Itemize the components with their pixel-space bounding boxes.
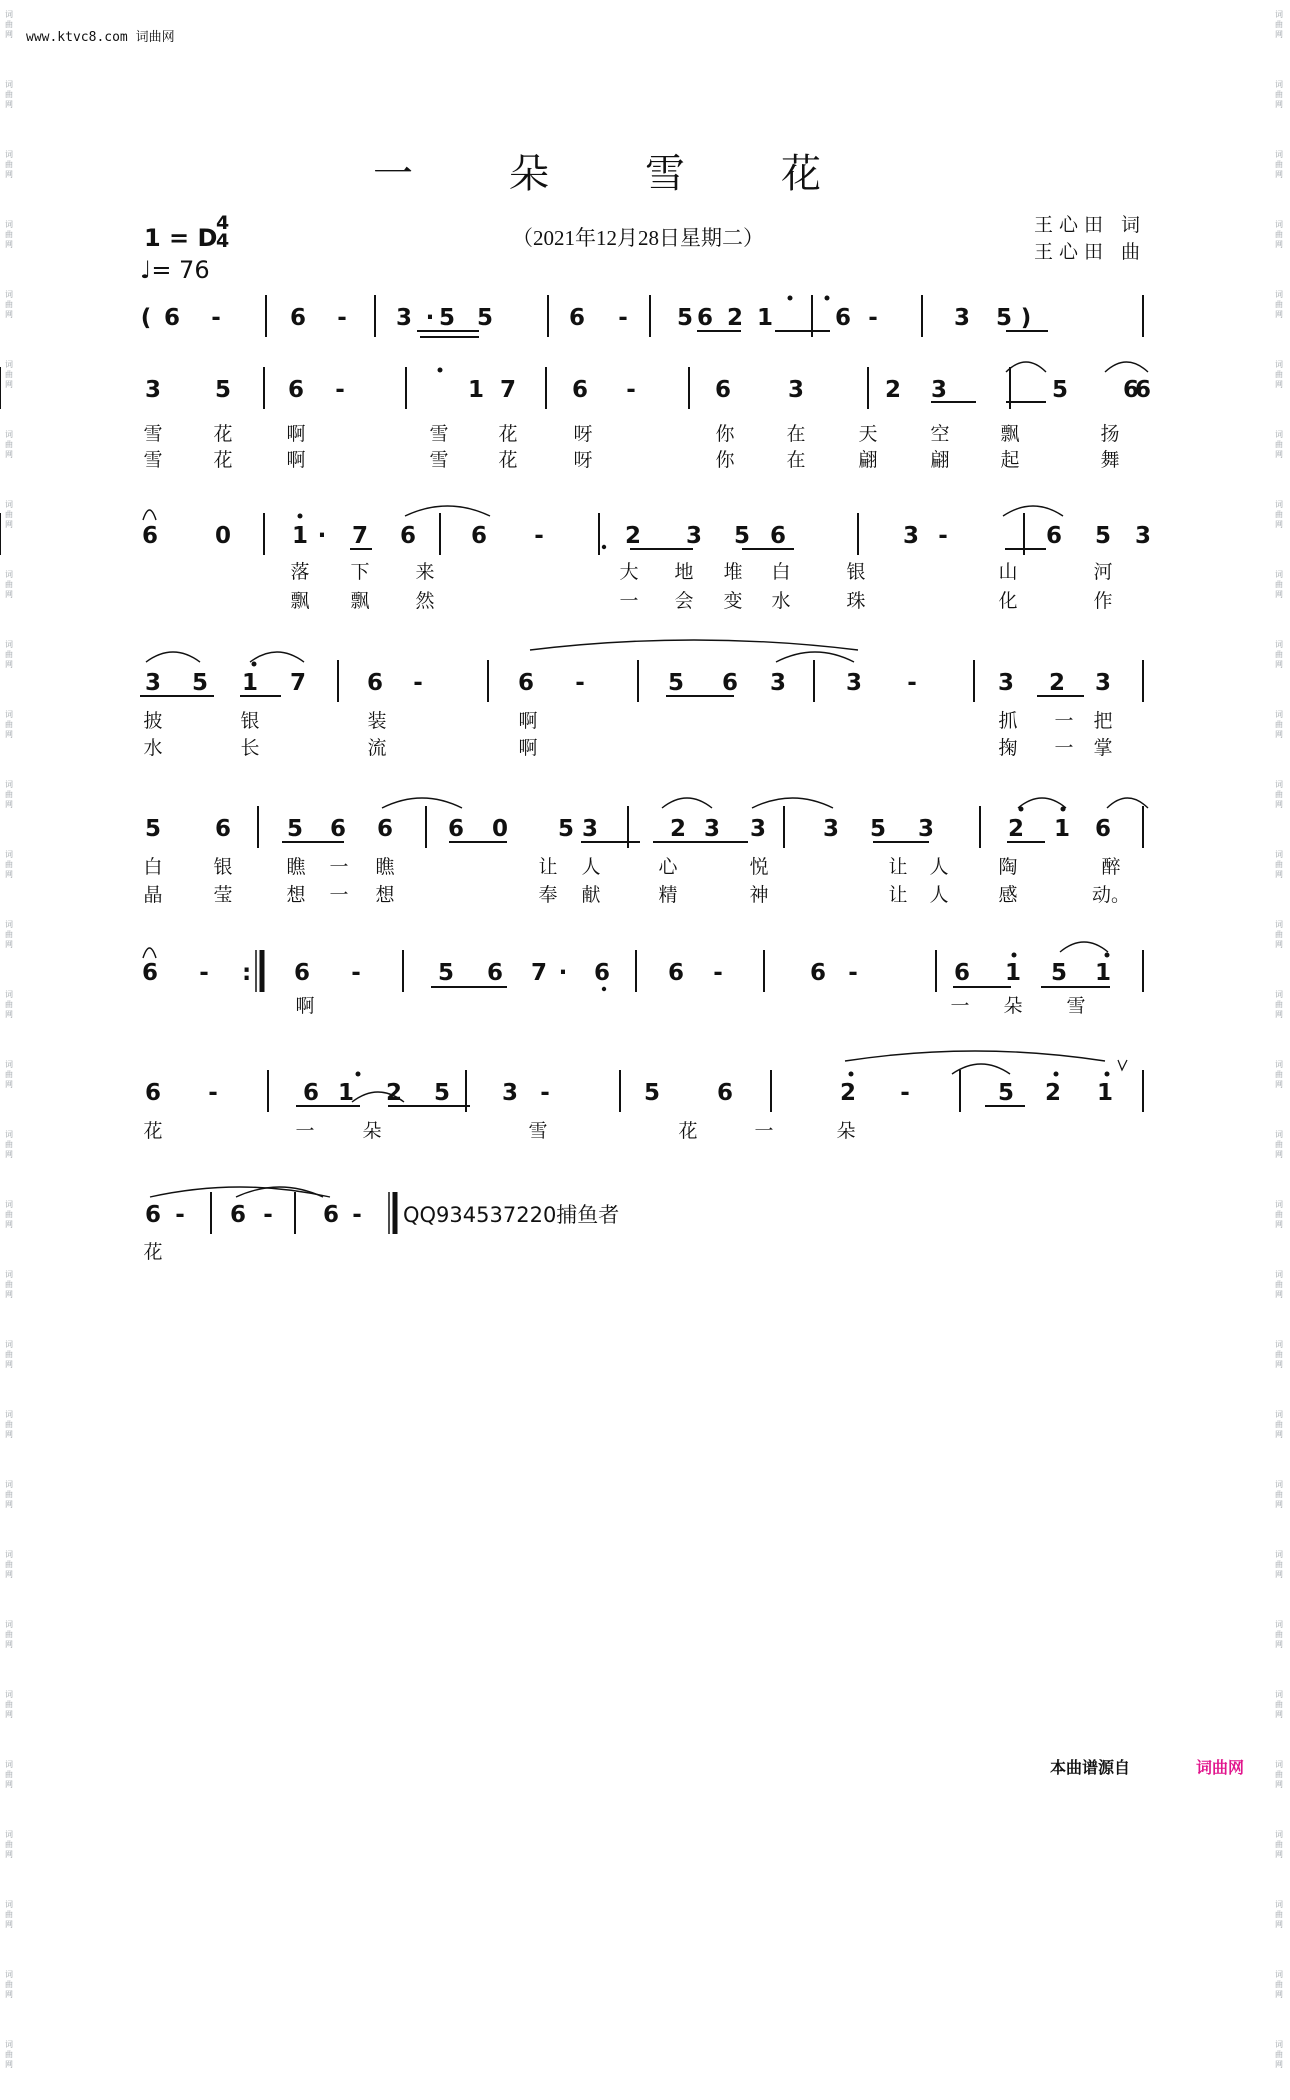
note: 6 [769, 523, 787, 549]
note: · [425, 305, 435, 331]
note: 5 [676, 305, 694, 331]
lyric-verse-1: 堆 [723, 561, 743, 583]
lyric-verse-1: 悦 [749, 856, 769, 878]
lyric-verse-1: 让 [538, 856, 558, 878]
note: 3 [749, 816, 767, 842]
lyric-verse-1: 一 [295, 1120, 315, 1142]
lyric-verse-2: 想 [286, 884, 306, 906]
note: 1 [1096, 1080, 1114, 1106]
note: 3 [395, 305, 413, 331]
note: 2 [839, 1080, 857, 1106]
note: - [618, 305, 628, 331]
note: - [413, 670, 423, 696]
lyric-verse-2: 啊 [518, 737, 538, 759]
lyric-verse-1: 花 [143, 1120, 163, 1142]
site-url: www.ktvc8.com 词曲网 [26, 30, 175, 45]
lyric-verse-1: 雪 [143, 423, 163, 445]
lyric-verse-1: 扬 [1100, 423, 1120, 445]
note: 3 [769, 670, 787, 696]
slur [1006, 362, 1046, 372]
note: 3 [902, 523, 920, 549]
lyric-verse-2: 让 [888, 884, 908, 906]
note: 5 [1050, 960, 1068, 986]
lyric-verse-2: 献 [581, 884, 601, 906]
lyric-verse-1: 飘 [1000, 423, 1020, 445]
lyric-verse-1: 在 [786, 423, 806, 445]
footer-source-label: 本曲谱源自 [1050, 1758, 1131, 1777]
lyric-verse-1: 一 [329, 856, 349, 878]
note: 0 [214, 523, 232, 549]
note: 2 [726, 305, 744, 331]
note: 6 [1094, 816, 1112, 842]
right-watermark-strip: 词 曲 网 词 曲 网 词 曲 网 词 曲 网 词 曲 网 词 曲 网 词 曲 网 词 曲 网 词 曲 网 词 曲 网 词 曲 网 词 曲 网 词 曲 网 词 曲 网 词 曲 网 词 曲 网 词 曲 网 词 曲 网 词 曲 网 词 曲 网 词 曲 网 词 曲 网 词 曲 网 词 曲 网 词 曲 网 词 曲 网 词 曲 网 词 曲 网 词 曲 网 词 曲 网 [1275, 10, 1283, 2069]
note: 6 [714, 377, 732, 403]
lyric-verse-1: 心 [658, 856, 678, 878]
lyric-verse-1: 披 [143, 710, 163, 732]
lyric-verse-1: 啊 [295, 995, 315, 1017]
lyric-verse-1: 你 [715, 423, 735, 445]
lyric-verse-1: 装 [367, 710, 387, 732]
lyric-verse-1: 一 [950, 995, 970, 1017]
tempo-marking: ♩= 76 [140, 256, 210, 284]
lyric-verse-2: 雪 [143, 449, 163, 471]
slur [1107, 798, 1148, 808]
slur [143, 948, 156, 958]
note: 2 [1048, 670, 1066, 696]
note: - [868, 305, 878, 331]
note: 5 [557, 816, 575, 842]
octave-dot [825, 296, 830, 301]
note: 6 [366, 670, 384, 696]
note: 6 [716, 1080, 734, 1106]
octave-dot [1105, 953, 1110, 958]
octave-dot-low [602, 545, 606, 549]
note: - [575, 670, 585, 696]
lyric-verse-2: 珠 [846, 590, 866, 612]
lyric-verse-2: 一 [619, 590, 639, 612]
note: - [352, 1202, 362, 1228]
note: 3 [144, 670, 162, 696]
note: 3 [787, 377, 805, 403]
lyric-verse-1: 落 [290, 561, 310, 583]
lyric-verse-2: 精 [658, 884, 678, 906]
note: - [713, 960, 723, 986]
lyric-verse-2: 在 [786, 449, 806, 471]
note: - [540, 1080, 550, 1106]
lyric-verse-1: 花 [143, 1241, 163, 1263]
note: 3 [144, 377, 162, 403]
lyric-verse-1: 空 [930, 423, 950, 445]
lyric-verse-2: 翩 [858, 449, 878, 471]
note: · [317, 523, 327, 549]
note: 5 [191, 670, 209, 696]
note: 5 [437, 960, 455, 986]
lyric-verse-1: 银 [846, 561, 866, 583]
note: - [848, 960, 858, 986]
note: 2 [1044, 1080, 1062, 1106]
note: 5 [733, 523, 751, 549]
octave-dot [438, 368, 443, 373]
lyric-verse-2: 作 [1093, 590, 1113, 612]
note: - [211, 305, 221, 331]
note: 5 [869, 816, 887, 842]
note: 6 [1122, 377, 1140, 403]
lyric-verse-2: 晶 [143, 884, 163, 906]
note: - [907, 670, 917, 696]
note: · [558, 960, 568, 986]
lyric-verse-1: 大 [619, 561, 639, 583]
note: 5 [643, 1080, 661, 1106]
lyric-verse-1: 把 [1093, 710, 1113, 732]
lyric-verse-2: 人 [929, 884, 949, 906]
note: 6 [721, 670, 739, 696]
lyric-verse-2: 你 [715, 449, 735, 471]
note: 6 [141, 960, 159, 986]
octave-dot [1105, 1072, 1110, 1077]
note: - [199, 960, 209, 986]
lyric-verse-2: 一 [329, 884, 349, 906]
note: 2 [1007, 816, 1025, 842]
note: 2 [669, 816, 687, 842]
note: 3 [685, 523, 703, 549]
lyric-verse-1: 下 [350, 561, 370, 583]
note: 5 [286, 816, 304, 842]
note: 5 [997, 1080, 1015, 1106]
lyric-verse-1: 天 [858, 423, 878, 445]
note: 6 [447, 816, 465, 842]
lyric-verse-2: 变 [723, 590, 743, 612]
lyric-verse-2: 翩 [930, 449, 950, 471]
song-title: 一朵雪花 [373, 151, 917, 197]
left-watermark-strip: 词 曲 网 词 曲 网 词 曲 网 词 曲 网 词 曲 网 词 曲 网 词 曲 网 词 曲 网 词 曲 网 词 曲 网 词 曲 网 词 曲 网 词 曲 网 词 曲 网 词 曲 网 词 曲 网 词 曲 网 词 曲 网 词 曲 网 词 曲 网 词 曲 网 词 曲 网 词 曲 网 词 曲 网 词 曲 网 词 曲 网 词 曲 网 词 曲 网 词 曲 网 词 曲 网 [5, 10, 13, 2069]
lyric-verse-2: 飘 [350, 590, 370, 612]
note: 6 [289, 305, 307, 331]
note: 1 [291, 523, 309, 549]
breath-mark [1118, 1060, 1127, 1070]
slur [530, 640, 858, 650]
lyric-verse-2: 长 [240, 737, 260, 759]
note: 1 [1094, 960, 1112, 986]
note: 6 [486, 960, 504, 986]
lyric-verse-1: 一 [1054, 710, 1074, 732]
slur [662, 798, 712, 808]
lyric-verse-1: 啊 [286, 423, 306, 445]
note: 5 [214, 377, 232, 403]
lyric-verse-1: 朵 [1003, 995, 1023, 1017]
note: - [263, 1202, 273, 1228]
lyric-verse-2: 一 [1054, 737, 1074, 759]
note: 6 [293, 960, 311, 986]
note: ( [140, 305, 152, 331]
lyric-verse-2: 神 [749, 884, 769, 906]
lyric-verse-2: 呀 [573, 449, 593, 471]
note: - [534, 523, 544, 549]
note: 7 [289, 670, 307, 696]
note: 2 [385, 1080, 403, 1106]
octave-dot [252, 662, 257, 667]
lyric-verse-2: 掌 [1093, 737, 1113, 759]
lyric-verse-2: 感 [998, 884, 1018, 906]
octave-dot [849, 1072, 854, 1077]
lyric-verse-1: 人 [929, 856, 949, 878]
note: 5 [1094, 523, 1112, 549]
note: 1 [467, 377, 485, 403]
note: 6 [287, 377, 305, 403]
slur [845, 1051, 1105, 1061]
lyric-verse-1: 银 [240, 710, 260, 732]
lyric-verse-2: 动。 [1091, 884, 1131, 906]
note: 1 [337, 1080, 355, 1106]
note: 3 [501, 1080, 519, 1106]
note: 3 [997, 670, 1015, 696]
note: 1 [1053, 816, 1071, 842]
lyric-verse-1: 让 [888, 856, 908, 878]
note: 5 [144, 816, 162, 842]
note: - [351, 960, 361, 986]
lyric-verse-1: 雪 [1066, 995, 1086, 1017]
lyric-verse-1: 呀 [573, 423, 593, 445]
note: 7 [351, 523, 369, 549]
lyric-verse-1: 白 [771, 561, 791, 583]
note: 6 [1045, 523, 1063, 549]
note: 6 [667, 960, 685, 986]
composer-credit: 王心田 曲 [1033, 241, 1146, 263]
time-sig-bottom: 4 [216, 230, 230, 252]
note: 3 [953, 305, 971, 331]
note: - [335, 377, 345, 403]
note: 6 [696, 305, 714, 331]
lyric-verse-1: 来 [415, 561, 435, 583]
lyric-verse-1: 山 [998, 561, 1018, 583]
note: 1 [756, 305, 774, 331]
note: 6 [214, 816, 232, 842]
note: 6 [571, 377, 589, 403]
note: 1 [1004, 960, 1022, 986]
note: ) [1020, 305, 1032, 331]
note: 3 [581, 816, 599, 842]
note: 2 [884, 377, 902, 403]
octave-dot [1054, 1072, 1059, 1077]
lyric-verse-1: 醉 [1101, 856, 1121, 878]
lyric-verse-2: 会 [674, 590, 694, 612]
lyric-verse-2: 飘 [290, 590, 310, 612]
note: - [938, 523, 948, 549]
slur [405, 506, 490, 516]
lyric-verse-1: 人 [581, 856, 601, 878]
note: 6 [1134, 377, 1152, 403]
note: 0 [491, 816, 509, 842]
note: 6 [141, 523, 159, 549]
lyric-verse-1: 瞧 [375, 856, 395, 878]
note: 6 [568, 305, 586, 331]
footer-site-name: 词曲网 [1196, 1758, 1245, 1777]
lyric-verse-1: 银 [213, 856, 233, 878]
lyric-verse-1: 白 [143, 856, 163, 878]
lyric-verse-2: 掬 [998, 737, 1018, 759]
note: 3 [917, 816, 935, 842]
note: 2 [624, 523, 642, 549]
note: 5 [438, 305, 456, 331]
note: 5 [1051, 377, 1069, 403]
octave-dot [356, 1072, 361, 1077]
slur [752, 798, 833, 808]
time-sig-top: 4 [216, 212, 230, 234]
note: 6 [144, 1080, 162, 1106]
note: 6 [329, 816, 347, 842]
lyric-verse-2: 舞 [1100, 449, 1120, 471]
note: 6 [809, 960, 827, 986]
lyric-verse-1: 花 [498, 423, 518, 445]
note: 6 [399, 523, 417, 549]
lyric-verse-2: 雪 [429, 449, 449, 471]
lyric-verse-1: 朵 [836, 1120, 856, 1142]
note: 6 [834, 305, 852, 331]
lyric-verse-1: 雪 [528, 1120, 548, 1142]
note: 6 [163, 305, 181, 331]
note: - [626, 377, 636, 403]
note: 6 [302, 1080, 320, 1106]
note: 3 [703, 816, 721, 842]
note: 6 [953, 960, 971, 986]
lyric-verse-2: 花 [213, 449, 233, 471]
slur [143, 510, 156, 520]
lyric-verse-2: 水 [771, 590, 791, 612]
lyric-verse-1: 一 [754, 1120, 774, 1142]
lyric-verse-1: 雪 [429, 423, 449, 445]
lyric-verse-2: 起 [1000, 449, 1020, 471]
note: 5 [433, 1080, 451, 1106]
repeat-dots: : [242, 960, 252, 986]
note: 6 [144, 1202, 162, 1228]
note: 6 [593, 960, 611, 986]
lyric-verse-1: 陶 [998, 856, 1018, 878]
note: 1 [241, 670, 259, 696]
slur [1018, 798, 1066, 808]
lyric-verse-2: 流 [367, 737, 387, 759]
slur [250, 652, 304, 662]
note: 6 [517, 670, 535, 696]
song-date: （2021年12月28日星期二） [512, 226, 764, 250]
lyric-verse-1: 地 [674, 561, 694, 583]
note: 7 [530, 960, 548, 986]
note: 3 [822, 816, 840, 842]
octave-dot [788, 296, 793, 301]
note: 3 [930, 377, 948, 403]
note: - [337, 305, 347, 331]
lyric-verse-2: 花 [498, 449, 518, 471]
note: - [175, 1202, 185, 1228]
slur [382, 798, 462, 808]
note: - [900, 1080, 910, 1106]
octave-dot-low [602, 987, 606, 991]
lyric-verse-1: 花 [678, 1120, 698, 1142]
slur [1060, 942, 1108, 952]
lyric-verse-2: 然 [415, 590, 435, 612]
note: 6 [229, 1202, 247, 1228]
note: 3 [1094, 670, 1112, 696]
note: 6 [322, 1202, 340, 1228]
lyric-verse-1: 河 [1093, 561, 1113, 583]
slur [1105, 362, 1148, 372]
note: 3 [1134, 523, 1152, 549]
note: 3 [845, 670, 863, 696]
lyric-verse-2: 化 [998, 590, 1018, 612]
lyricist-credit: 王心田 词 [1033, 214, 1146, 236]
note: 5 [476, 305, 494, 331]
lyric-verse-1: 花 [213, 423, 233, 445]
lyric-verse-2: 莹 [213, 884, 233, 906]
octave-dot [298, 514, 303, 519]
lyric-verse-2: 啊 [286, 449, 306, 471]
lyric-verse-2: 水 [143, 737, 163, 759]
note: 5 [995, 305, 1013, 331]
lyric-verse-1: 朵 [362, 1120, 382, 1142]
slur [1003, 506, 1063, 516]
lyric-verse-1: 啊 [518, 710, 538, 732]
note: 7 [499, 377, 517, 403]
octave-dot [1012, 953, 1017, 958]
signature-text: QQ934537220捕鱼者 [403, 1203, 620, 1227]
note: 5 [667, 670, 685, 696]
lyric-verse-2: 想 [375, 884, 395, 906]
note: 6 [470, 523, 488, 549]
note: 6 [376, 816, 394, 842]
lyric-verse-1: 抓 [998, 710, 1018, 732]
lyric-verse-2: 奉 [538, 884, 558, 906]
lyric-verse-1: 瞧 [286, 856, 306, 878]
note: - [208, 1080, 218, 1106]
slur [146, 652, 200, 662]
key-signature: 1 = D [144, 224, 218, 252]
